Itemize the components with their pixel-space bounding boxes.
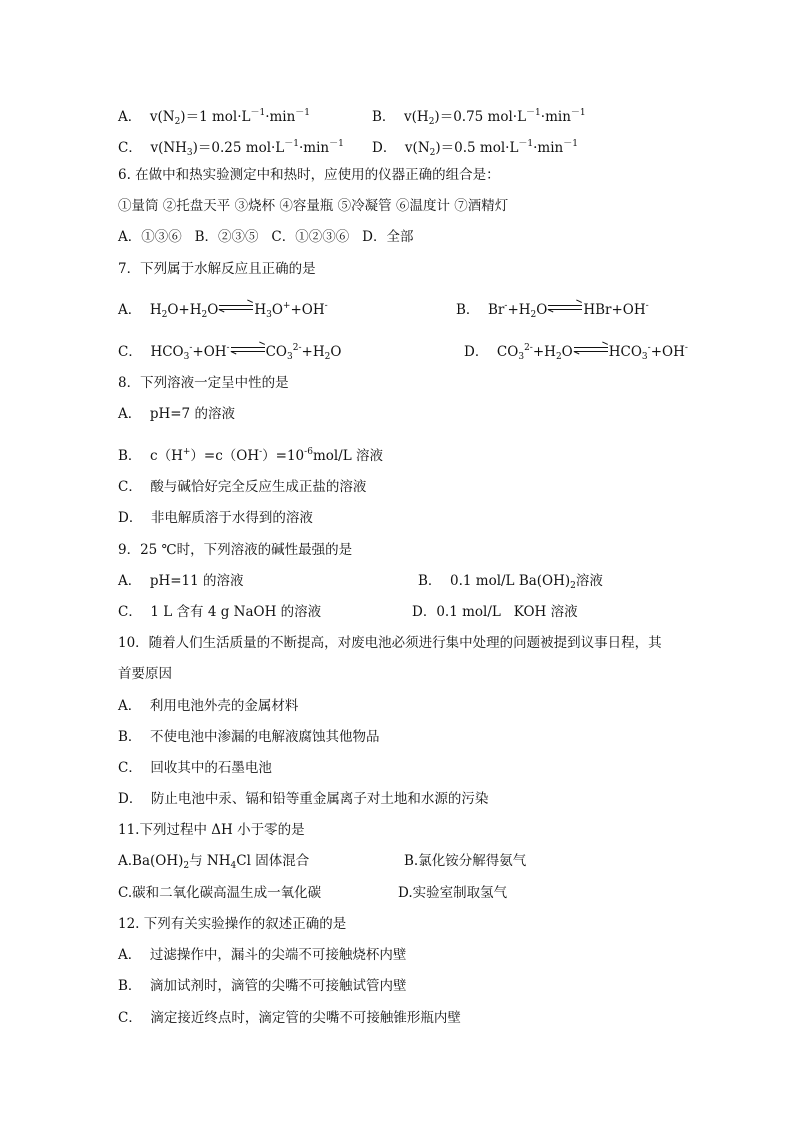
q8-stem: 8．下列溶液一定呈中性的是 <box>118 375 289 391</box>
q6-items: ①量筒 ②托盘天平 ③烧杯 ④容量瓶 ⑤冷凝管 ⑥温度计 ⑦酒精灯 <box>118 198 509 214</box>
q12-option-a: A． 过滤操作中，漏斗的尖端不可接触烧杯内壁 <box>118 947 407 963</box>
q12-stem: 12. 下列有关实验操作的叙述正确的是 <box>118 916 347 932</box>
q10-option-c: C． 回收其中的石墨电池 <box>118 760 272 776</box>
q5-option-c: C． $v(NH_3)=0.25$ $mol\cdot L^{-1}\cdot\min^{-1}$ <box>118 139 344 158</box>
q11-option-a: $A.Ba(OH)_2$与 $NH_4Cl$ 固体混合 <box>118 853 310 871</box>
q8-option-c: C． 酸与碱恰好完全反应生成正盐的溶液 <box>118 479 367 495</box>
equilibrium-arrow-icon <box>574 345 608 355</box>
q6-stem: 6. 在做中和热实验测定中和热时，应使用的仪器正确的组合是： <box>118 167 500 183</box>
q9-option-c: C． 1 L 含有 4 g NaOH 的溶液 <box>118 604 322 620</box>
equilibrium-arrow-icon <box>548 303 582 313</box>
q9-stem: 9．25 ℃时，下列溶液的碱性最强的是 <box>118 542 353 558</box>
q5-option-b: B． $v(H_2)=0.75$ $mol\cdot L^{-1}\cdot\min^{-1}$ <box>372 108 586 127</box>
q5-option-d: D． $v(N_2)=0.5$ $mol\cdot L^{-1}\cdot\min^{-1}$ <box>372 139 578 158</box>
q9-option-d: D．0.1 mol/L KOH 溶液 <box>412 604 578 620</box>
q7-stem: 7．下列属于水解反应且正确的是 <box>118 261 316 277</box>
q8-option-d: D． 非电解质溶于水得到的溶液 <box>118 510 313 526</box>
q11-option-b: B.氯化铵分解得氨气 <box>404 853 527 869</box>
q7-option-a: A． $H_2O+H_2O$ $H_3O^++OH^-$ <box>118 301 328 320</box>
equilibrium-arrow-icon <box>219 303 253 313</box>
q7-option-b: B． $Br^-+H_2O$ HBr+OH- <box>456 301 649 320</box>
q6-options: A．①③⑥ B．②③⑤ C．①②③⑥ D．全部 <box>118 229 414 245</box>
q12-option-b: B． 滴加试剂时，滴管的尖嘴不可接触试管内壁 <box>118 978 407 994</box>
q10-option-a: A． 利用电池外壳的金属材料 <box>118 698 299 714</box>
q12-option-c: C． 滴定接近终点时，滴定管的尖嘴不可接触锥形瓶内壁 <box>118 1010 461 1026</box>
q5-option-a: A． $v(N_2)=1$ $mol\cdot L^{-1}\cdot\min^{-1}$ <box>118 108 311 127</box>
q10-option-d: D． 防止电池中汞、镉和铅等重金属离子对土地和水源的污染 <box>118 791 489 807</box>
q10-option-b: B． 不使电池中渗漏的电解液腐蚀其他物品 <box>118 729 380 745</box>
q9-option-b: B． 0.1 mol/L $Ba(OH)_2$溶液 <box>418 573 603 591</box>
q10-stem-line2: 首要原因 <box>118 666 172 682</box>
q8-option-b: B． $c(H^+)=c(OH^-)=10^{-6}mol/L$ 溶液 <box>118 447 383 464</box>
q7-option-d: D． $CO_3^{2-}+H_2O$ $HCO_3^-+OH^-$ <box>464 343 688 362</box>
q11-stem: 11.下列过程中 ΔH 小于零的是 <box>118 822 305 838</box>
q10-stem-line1: 10．随着人们生活质量的不断提高，对废电池必须进行集中处理的问题被提到议事日程，其 <box>118 635 662 651</box>
q11-option-d: D.实验室制取氢气 <box>398 885 508 901</box>
q8-option-a: A． pH=7 的溶液 <box>118 406 235 422</box>
equilibrium-arrow-icon <box>231 345 265 355</box>
q7-option-c: C． $HCO_3^-+OH^-$ $CO_3^{2-}+H_2O$ <box>118 343 342 362</box>
q11-option-c: C.碳和二氧化碳高温生成一氧化碳 <box>118 885 322 901</box>
q9-option-a: A． pH=11 的溶液 <box>118 573 244 589</box>
